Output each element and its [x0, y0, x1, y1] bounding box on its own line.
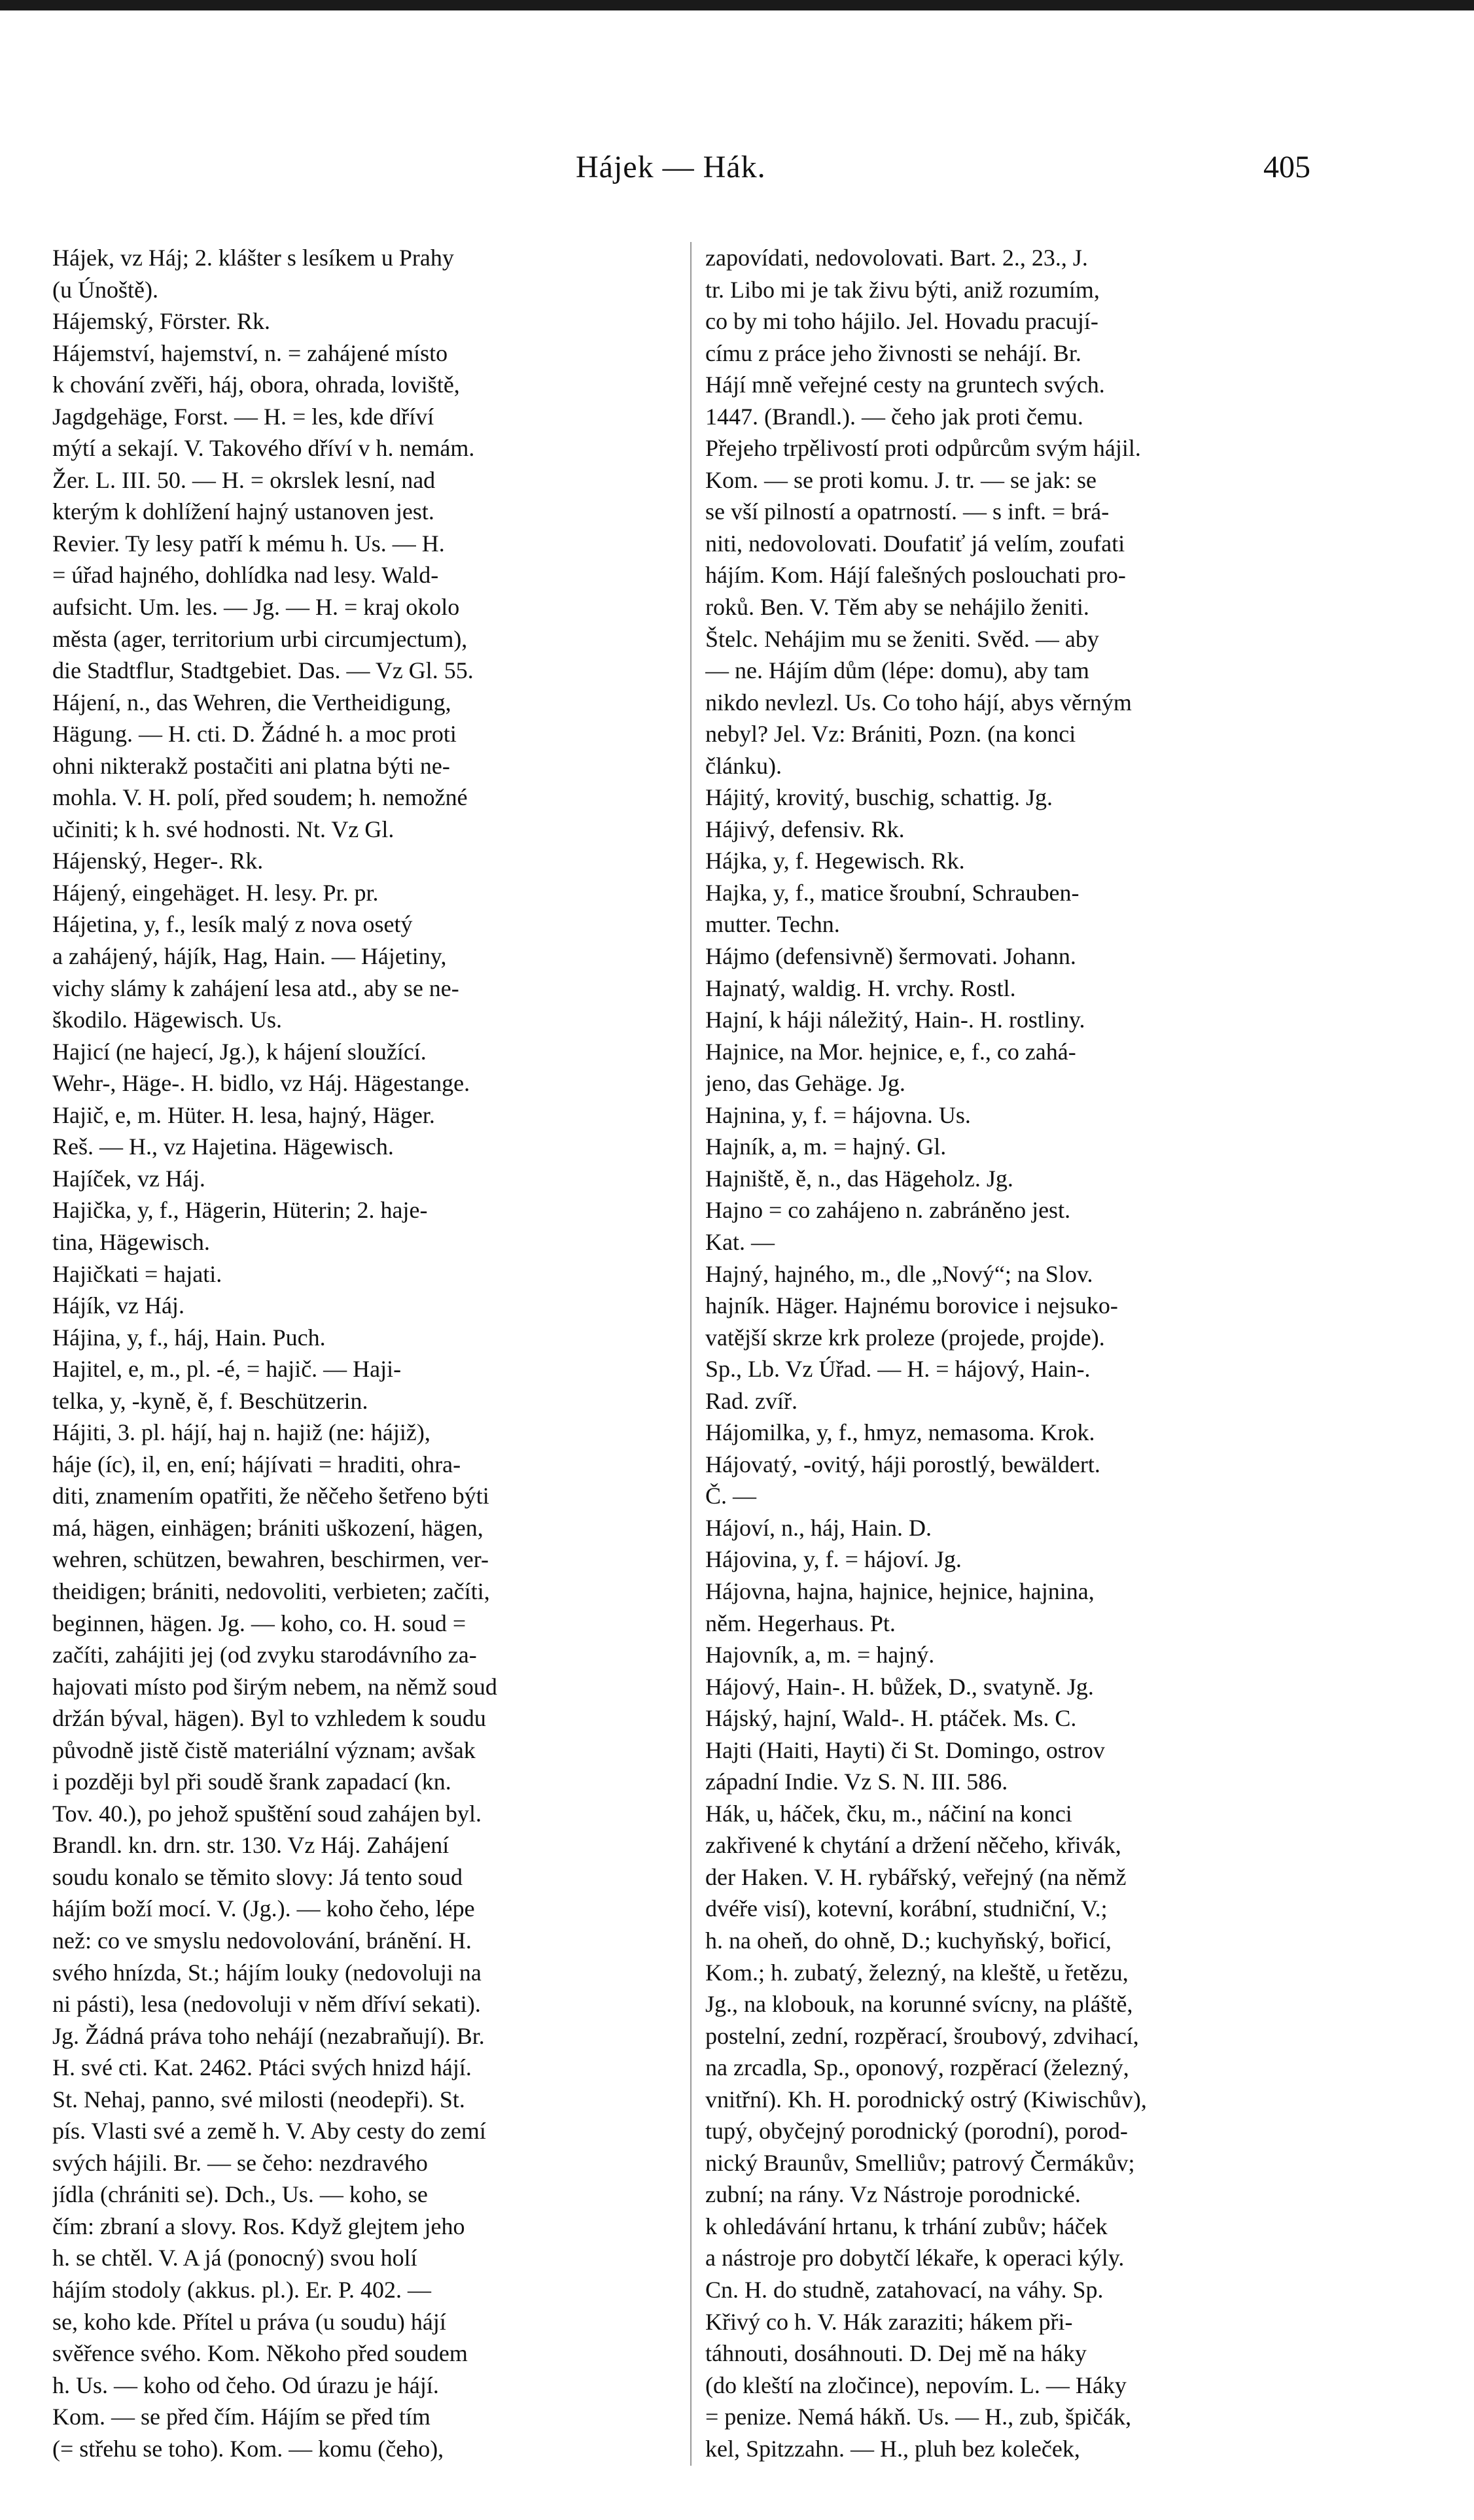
- text-line: Hájenský, Heger-. Rk.: [52, 848, 264, 874]
- text-line: Hájemství, hajemství, n. = zahájené místo: [52, 339, 448, 366]
- text-line: Hajíček, vz Háj.: [52, 1165, 205, 1192]
- page-number: 405: [1263, 150, 1310, 184]
- text-line: — ne. Hájím dům (lépe: domu), aby tam: [705, 657, 1089, 684]
- text-line: wehren, schützen, bewahren, beschirmen, ver-: [52, 1546, 489, 1573]
- text-line: a nástroje pro dobytčí lékaře, k operaci kýly.: [705, 2245, 1125, 2271]
- text-line: zubní; na rány. Vz Nástroje porodnické.: [705, 2181, 1081, 2208]
- text-line: a zahájený, hájík, Hag, Hain. — Hájetiny,: [52, 943, 447, 970]
- text-line: Reš. — H., vz Hajetina. Hägewisch.: [52, 1133, 394, 1160]
- text-line: tupý, obyčejný porodnický (porodní), porod-: [705, 2118, 1128, 2145]
- text-line: Křivý co h. V. Hák zaraziti; hákem při-: [705, 2308, 1073, 2335]
- text-line: mýtí a sekají. V. Takového dříví v h. nemám.: [52, 435, 475, 462]
- text-line: = úřad hajného, dohlídka nad lesy. Wald-: [52, 562, 439, 589]
- text-line: Hájivý, defensiv. Rk.: [705, 816, 905, 842]
- text-line: telka, y, -kyně, ě, f. Beschützerin.: [52, 1387, 368, 1414]
- text-line: Hájí mně veřejné cesty na gruntech svých.: [705, 371, 1105, 398]
- text-line: držán býval, hägen). Byl to vzhledem k soudu: [52, 1705, 486, 1732]
- text-line: hájím boží mocí. V. (Jg.). — koho čeho, lépe: [52, 1895, 475, 1922]
- text-line: pís. Vlasti své a země h. V. Aby cesty do zemí: [52, 2118, 486, 2145]
- text-line: Hajitel, e, m., pl. -é, = hajič. — Haji-: [52, 1356, 402, 1383]
- text-line: Jg. Žádná práva toho nehájí (nezabraňují). Br.: [52, 2022, 485, 2049]
- text-line: článku).: [705, 752, 782, 779]
- text-line: címu z práce jeho živnosti se nehájí. Br.: [705, 339, 1081, 366]
- text-line: (do kleští na zločince), nepovím. L. — Háky: [705, 2372, 1127, 2398]
- text-line: Hajnatý, waldig. H. vrchy. Rostl.: [705, 975, 1016, 1001]
- text-line: Tov. 40.), po jehož spuštění soud zahájen byl.: [52, 1800, 482, 1827]
- text-line: Hájek, vz Háj; 2. klášter s lesíkem u Prahy: [52, 245, 454, 271]
- text-line: vichy slámy k zahájení lesa atd., aby se ne-: [52, 975, 459, 1001]
- text-line: vnitřní). Kh. H. porodnický ostrý (Kiwischův),: [705, 2086, 1147, 2113]
- text-line: nický Braunův, Smelliův; patrový Čermákův;: [705, 2149, 1135, 2176]
- text-line: Jg., na klobouk, na korunné svícny, na pláště,: [705, 1991, 1133, 2018]
- text-line: vatější skrze krk proleze (projede, projde).: [705, 1324, 1105, 1351]
- text-line: 1447. (Brandl.). — čeho jak proti čemu.: [705, 403, 1083, 430]
- text-line: kterým k dohlížení hajný ustanoven jest.: [52, 498, 434, 525]
- text-line: Hajnice, na Mor. hejnice, e, f., co zahá-: [705, 1038, 1076, 1065]
- text-line: jídla (chrániti se). Dch., Us. — koho, se: [52, 2181, 428, 2208]
- text-line: Hajti (Haiti, Hayti) či St. Domingo, ostrov: [705, 1736, 1105, 1763]
- text-line: čím: zbraní a slovy. Ros. Když glejtem jeho: [52, 2213, 465, 2239]
- text-line: Hajník, a, m. = hajný. Gl.: [705, 1133, 947, 1160]
- text-line: k chování zvěři, háj, obora, ohrada, loviště,: [52, 371, 460, 398]
- text-line: mohla. V. H. polí, před soudem; h. nemožné: [52, 784, 468, 811]
- text-line: Cn. H. do studně, zatahovací, na váhy. Sp.: [705, 2277, 1104, 2303]
- text-line: Hájitý, krovitý, buschig, schattig. Jg.: [705, 784, 1053, 811]
- text-line: die Stadtflur, Stadtgebiet. Das. — Vz Gl. 55.: [52, 657, 474, 684]
- text-line: niti, nedovolovati. Doufatiť já velím, zoufati: [705, 530, 1125, 557]
- text-line: Hajní, k háji náležitý, Hain-. H. rostliny.: [705, 1007, 1085, 1033]
- text-line: der Haken. V. H. rybářský, veřejný (na němž: [705, 1863, 1127, 1890]
- text-line: něm. Hegerhaus. Pt.: [705, 1610, 896, 1636]
- text-line: háje (íc), il, en, ení; hájívati = hraditi, ohra-: [52, 1451, 461, 1477]
- text-line: jeno, das Gehäge. Jg.: [705, 1070, 905, 1097]
- text-line: postelní, zední, rozpěrací, šroubový, zdvihací,: [705, 2022, 1139, 2049]
- text-line: Hajička, y, f., Hägerin, Hüterin; 2. haje-: [52, 1197, 428, 1224]
- text-line: se, koho kde. Přítel u práva (u soudu) hájí: [52, 2308, 446, 2335]
- text-line: se vší pilností a opatrností. — s inft. = brá-: [705, 498, 1110, 525]
- text-line: Hájina, y, f., háj, Hain. Puch.: [52, 1324, 326, 1351]
- text-line: hajník. Häger. Hajnému borovice i nejsuko-: [705, 1292, 1118, 1319]
- text-line: Hájovna, hajna, hajnice, hejnice, hajnina,: [705, 1578, 1095, 1604]
- text-line: h. se chtěl. V. A já (ponocný) svou holí: [52, 2245, 417, 2271]
- text-line: Hájemský, Förster. Rk.: [52, 308, 270, 335]
- text-line: = penize. Nemá hákň. Us. — H., zub, špičák,: [705, 2404, 1132, 2430]
- text-line: Hajka, y, f., matice šroubní, Schrauben-: [705, 879, 1079, 906]
- text-line: než: co ve smyslu nedovolování, bránění. H.: [52, 1927, 472, 1954]
- text-line: tr. Libo mi je tak živu býti, aniž rozumím,: [705, 276, 1100, 303]
- text-line: hájím. Kom. Hájí falešných poslouchati pro-: [705, 562, 1126, 589]
- text-line: nebyl? Jel. Vz: Brániti, Pozn. (na konci: [705, 721, 1076, 748]
- text-line: Hájiti, 3. pl. hájí, haj n. hajiž (ne: hájiž),: [52, 1419, 430, 1446]
- text-line: Hajniště, ě, n., das Hägeholz. Jg.: [705, 1165, 1013, 1192]
- text-line: tina, Hägewisch.: [52, 1228, 210, 1255]
- text-line: zapovídati, nedovolovati. Bart. 2., 23., J.: [705, 245, 1088, 271]
- text-line: Hajič, e, m. Hüter. H. lesa, hajný, Häger.: [52, 1101, 435, 1128]
- running-head: Hájek — Hák.: [576, 150, 766, 184]
- text-line: diti, znamením opatřiti, že něčeho šetřeno býti: [52, 1483, 489, 1510]
- text-line: svěřence svého. Kom. Někoho před soudem: [52, 2340, 468, 2367]
- text-line: Štelc. Nehájim mu se ženiti. Svěd. — aby: [705, 625, 1099, 652]
- text-line: Wehr-, Häge-. H. bidlo, vz Háj. Hägestange.: [52, 1070, 470, 1097]
- text-line: mutter. Techn.: [705, 911, 840, 938]
- text-line: začíti, zahájiti jej (od zvyku starodávního za-: [52, 1642, 477, 1668]
- text-line: na zrcadla, Sp., oponový, rozpěrací (železný,: [705, 2054, 1129, 2081]
- text-line: města (ager, territorium urbi circumjectum),: [52, 625, 468, 652]
- text-line: beginnen, hägen. Jg. — koho, co. H. soud =: [52, 1610, 466, 1636]
- text-line: Brandl. kn. drn. str. 130. Vz Háj. Zahájení: [52, 1832, 449, 1859]
- text-line: Kom. — se před čím. Hájím se před tím: [52, 2404, 430, 2430]
- text-line: Revier. Ty lesy patří k mému h. Us. — H.: [52, 530, 445, 557]
- text-line: (u Únoště).: [52, 276, 158, 303]
- text-line: Hájík, vz Háj.: [52, 1292, 184, 1319]
- top-border-rule: [0, 0, 1474, 10]
- text-line: původně jistě čistě materiální význam; avšak: [52, 1736, 476, 1763]
- text-line: co by mi toho hájilo. Jel. Hovadu pracují-: [705, 308, 1098, 335]
- text-line: ni pásti), lesa (nedovoluji v něm dříví sekati).: [52, 1991, 481, 2018]
- text-line: Přejeho trpělivostí proti odpůrcům svým hájil.: [705, 435, 1141, 462]
- text-line: Hájomilka, y, f., hmyz, nemasoma. Krok.: [705, 1419, 1095, 1446]
- text-line: svého hnízda, St.; hájím louky (nedovoluji na: [52, 1959, 482, 1986]
- text-line: Hajný, hajného, m., dle „Nový“; na Slov.: [705, 1260, 1093, 1287]
- text-line: Hájovatý, -ovitý, háji porostlý, bewäldert.: [705, 1451, 1100, 1477]
- text-line: k ohledávání hrtanu, k trhání zubův; háček: [705, 2213, 1108, 2239]
- text-line: Hájený, eingehäget. H. lesy. Pr. pr.: [52, 879, 379, 906]
- text-line: Hájovina, y, f. = hájoví. Jg.: [705, 1546, 962, 1573]
- text-line: Hägung. — H. cti. D. Žádné h. a moc proti: [52, 721, 457, 748]
- text-line: kel, Spitzzahn. — H., pluh bez koleček,: [705, 2435, 1080, 2462]
- text-line: Hájový, Hain-. H. bůžek, D., svatyně. Jg.: [705, 1673, 1094, 1700]
- text-line: Hajičkati = hajati.: [52, 1260, 222, 1287]
- text-line: St. Nehaj, panno, své milosti (neodepři). St.: [52, 2086, 465, 2113]
- text-line: Hájský, hajní, Wald-. H. ptáček. Ms. C.: [705, 1705, 1077, 1732]
- right-column: [705, 242, 1340, 2464]
- text-line: má, hägen, einhägen; brániti uškození, hägen,: [52, 1514, 483, 1541]
- text-line: Hájmo (defensivně) šermovati. Johann.: [705, 943, 1076, 970]
- text-line: aufsicht. Um. les. — Jg. — H. = kraj okolo: [52, 594, 460, 621]
- text-line: soudu konalo se těmito slovy: Já tento soud: [52, 1863, 463, 1890]
- text-line: ohni nikterakž postačiti ani platna býti ne-: [52, 752, 450, 779]
- text-line: škodilo. Hägewisch. Us.: [52, 1007, 282, 1033]
- text-line: Jagdgehäge, Forst. — H. = les, kde dříví: [52, 403, 434, 430]
- text-line: Hajno = co zahájeno n. zabráněno jest.: [705, 1197, 1071, 1224]
- text-line: svých hájili. Br. — se čeho: nezdravého: [52, 2149, 428, 2176]
- text-line: (= střehu se toho). Kom. — komu (čeho),: [52, 2435, 444, 2462]
- text-line: Hajnina, y, f. = hájovna. Us.: [705, 1101, 971, 1128]
- text-line: Hajicí (ne hajecí, Jg.), k hájení sloužící.: [52, 1038, 427, 1065]
- text-line: hajovati místo pod širým nebem, na němž soud: [52, 1673, 497, 1700]
- text-line: theidigen; brániti, nedovoliti, verbieten; začíti,: [52, 1578, 490, 1604]
- text-line: Kat. —: [705, 1228, 775, 1255]
- text-line: h. Us. — koho od čeho. Od úrazu je hájí.: [52, 2372, 439, 2398]
- text-line: Hajovník, a, m. = hajný.: [705, 1642, 935, 1668]
- text-line: Hájka, y, f. Hegewisch. Rk.: [705, 848, 965, 874]
- text-line: Kom. — se proti komu. J. tr. — se jak: se: [705, 466, 1097, 493]
- text-line: roků. Ben. V. Těm aby se nehájilo ženiti.: [705, 594, 1089, 621]
- text-line: západní Indie. Vz S. N. III. 586.: [705, 1769, 1008, 1795]
- text-line: zakřivené k chytání a držení něčeho, křivák,: [705, 1832, 1121, 1859]
- text-line: Č. —: [705, 1483, 757, 1510]
- text-line: dvéře visí), kotevní, korábní, studniční, V.;: [705, 1895, 1108, 1922]
- text-line: učiniti; k h. své hodnosti. Nt. Vz Gl.: [52, 816, 395, 842]
- column-divider: [690, 242, 692, 2466]
- text-line: Hájení, n., das Wehren, die Vertheidigung,: [52, 689, 451, 716]
- page-header: [0, 131, 1474, 190]
- text-line: Žer. L. III. 50. — H. = okrslek lesní, nad: [52, 466, 436, 493]
- text-line: i později byl při soudě šrank zapadací (kn.: [52, 1769, 451, 1795]
- text-line: Hájoví, n., háj, Hain. D.: [705, 1514, 932, 1541]
- text-line: Kom.; h. zubatý, železný, na kleště, u řetězu,: [705, 1959, 1129, 1986]
- text-line: Rad. zvíř.: [705, 1387, 798, 1414]
- text-line: H. své cti. Kat. 2462. Ptáci svých hnizd hájí.: [52, 2054, 472, 2081]
- text-line: Sp., Lb. Vz Úřad. — H. = hájový, Hain-.: [705, 1356, 1091, 1383]
- text-line: hájím stodoly (akkus. pl.). Er. P. 402. —: [52, 2277, 431, 2303]
- text-line: h. na oheň, do ohně, D.; kuchyňský, bořicí,: [705, 1927, 1112, 1954]
- text-line: Hák, u, háček, čku, m., náčiní na konci: [705, 1800, 1072, 1827]
- text-line: táhnouti, dosáhnouti. D. Dej mě na háky: [705, 2340, 1087, 2367]
- text-line: nikdo nevlezl. Us. Co toho hájí, abys věrným: [705, 689, 1132, 716]
- left-column: [52, 242, 687, 2464]
- text-line: Hájetina, y, f., lesík malý z nova osetý: [52, 911, 413, 938]
